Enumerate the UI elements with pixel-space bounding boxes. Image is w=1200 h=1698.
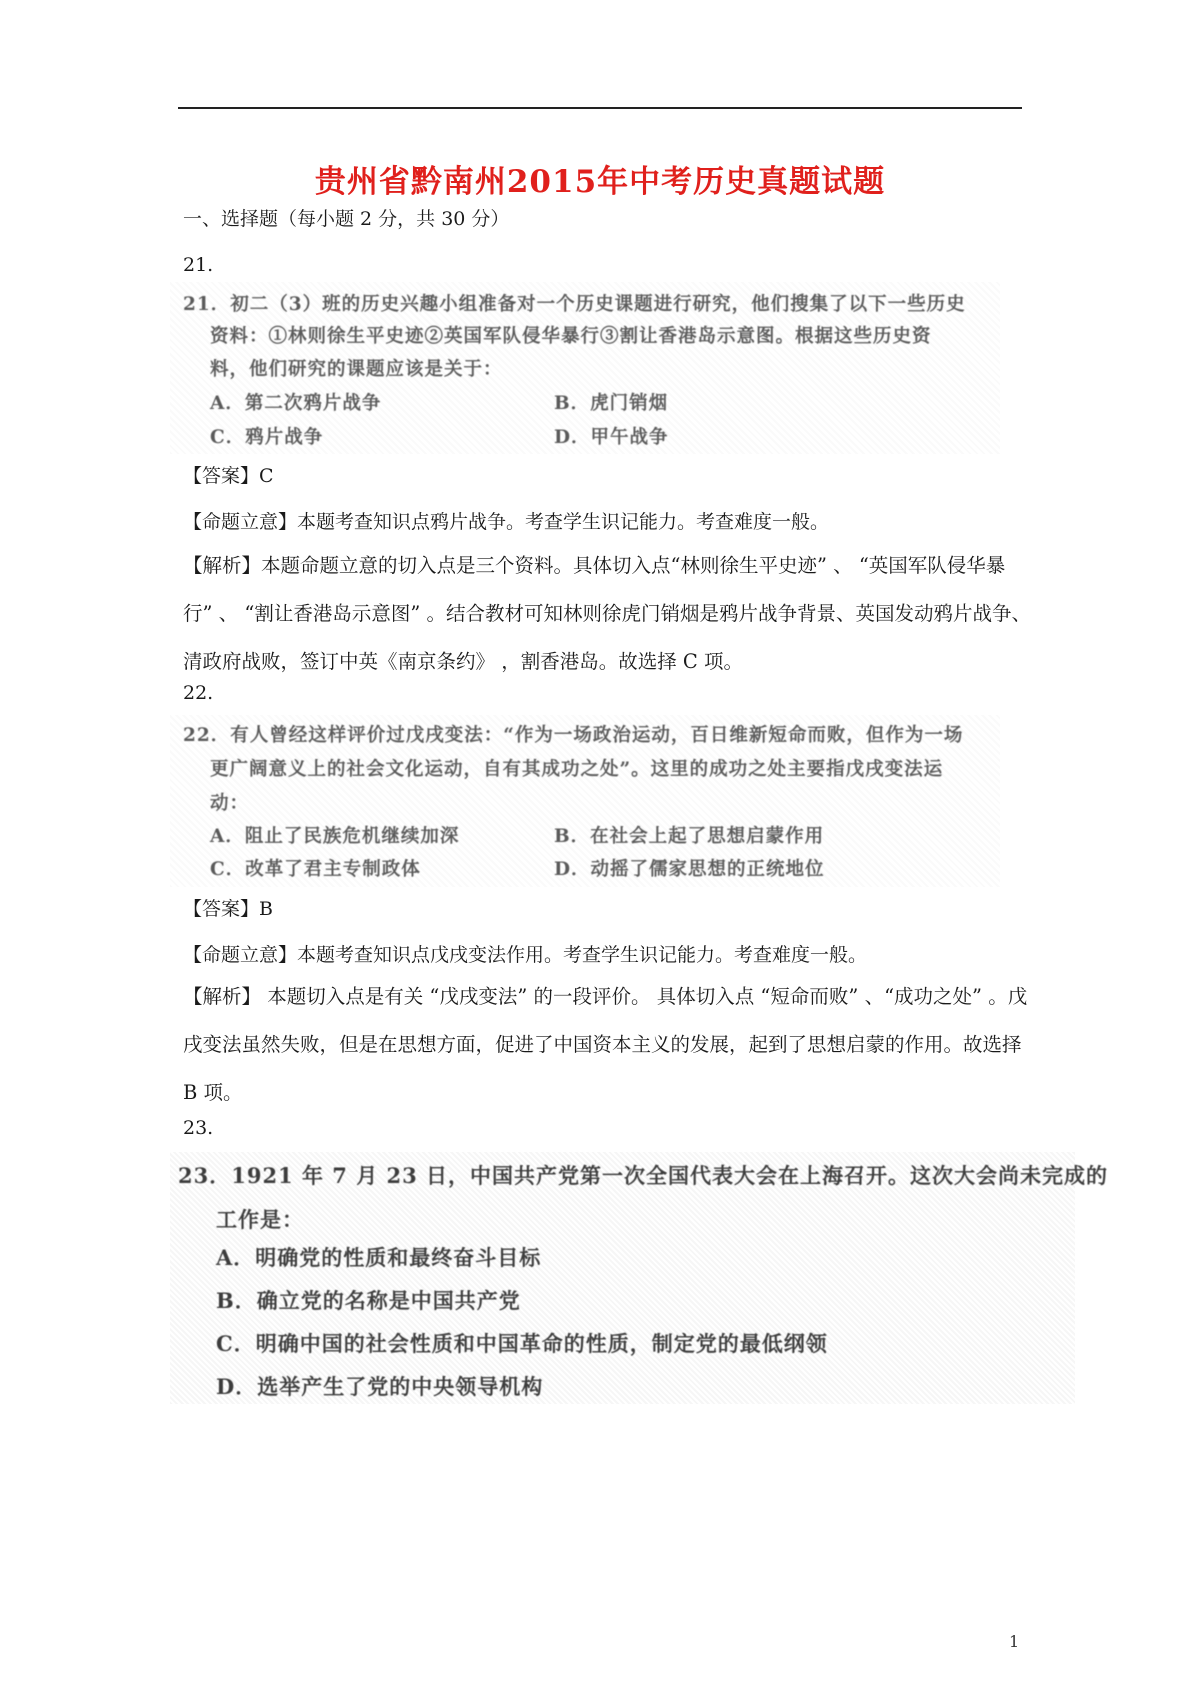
question-21-option-c: C．鸦片战争 — [210, 427, 324, 448]
question-21-line-1: 21．初二（3）班的历史兴趣小组准备对一个历史课题进行研究，他们搜集了以下一些历史 — [183, 294, 966, 315]
question-22-line-1: 22．有人曾经这样评价过戊戌变法：“作为一场政治运动，百日维新短命而败，但作为一场 — [183, 725, 964, 746]
scanned-question-21 — [170, 282, 1000, 454]
analysis-22: 【解析】 本题切入点是有关 “戊戌变法” 的一段评价。 具体切入点 “短命而败” 、“成功之处” 。戊戌变法虽然失败，但是在思想方面，促进了中国资本主义的发展，起到了思想启蒙的作用。故选择 B 项。 — [183, 985, 1028, 1104]
answer-22: 【答案】B — [183, 898, 273, 920]
question-21-line-3: 料，他们研究的课题应该是关于： — [210, 359, 503, 380]
scanned-question-23 — [170, 1152, 1109, 1404]
question-23-line-2: 工作是： — [216, 1207, 304, 1232]
header-rule — [178, 107, 1022, 109]
intent-22: 【命题立意】本题考查知识点戊戌变法作用。考查学生识记能力。考查难度一般。 — [183, 944, 868, 966]
question-number-22: 22. — [183, 682, 214, 704]
question-23-option-b: B．确立党的名称是中国共产党 — [216, 1288, 521, 1313]
scanned-question-22 — [170, 715, 1000, 887]
analysis-21: 【解析】本题命题立意的切入点是三个资料。具体切入点“林则徐生平史迹” 、 “英国军队侵华暴行” 、 “割让香港岛示意图” 。结合教材可知林则徐虎门销烟是鸦片战争背景、英国发动鸦片战争、清政府战败，签订中英《南京条约》 ，割香港岛。故选择 C 项。 — [183, 554, 1032, 673]
question-number-21: 21. — [183, 254, 214, 276]
question-22-option-a: A．阻止了民族危机继续加深 — [210, 826, 460, 847]
question-22-line-2: 更广阔意义上的社会文化运动，自有其成功之处”。这里的成功之处主要指戊戌变法运 — [210, 759, 944, 780]
question-21-line-2: 资料：①林则徐生平史迹②英国军队侵华暴行③割让香港岛示意图。根据这些历史资 — [210, 326, 932, 347]
question-22-line-3: 动： — [210, 793, 250, 814]
section-heading: 一、选择题（每小题 2 分，共 30 分） — [183, 208, 510, 230]
question-23-option-d: D．选举产生了党的中央领导机构 — [216, 1374, 544, 1399]
question-21-option-b: B．虎门销烟 — [554, 393, 669, 414]
question-21-option-d: D．甲午战争 — [554, 427, 669, 448]
question-number-23: 23. — [183, 1117, 214, 1139]
question-22-option-d: D．动摇了儒家思想的正统地位 — [554, 859, 825, 880]
question-22-option-c: C．改革了君主专制政体 — [210, 859, 421, 880]
page-number: 1 — [1009, 1632, 1020, 1651]
question-22-option-b: B．在社会上起了思想启蒙作用 — [554, 826, 825, 847]
question-23-line-1: 23．1921 年 7 月 23 日，中国共产党第一次全国代表大会在上海召开。这次大会尚未完成的 — [178, 1163, 1109, 1188]
page-title: 贵州省黔南州2015年中考历史真题试题 — [314, 164, 886, 200]
question-21-option-a: A．第二次鸦片战争 — [210, 393, 382, 414]
answer-21: 【答案】C — [183, 465, 274, 487]
question-23-option-a: A．明确党的性质和最终奋斗目标 — [216, 1245, 542, 1270]
question-23-option-c: C．明确中国的社会性质和中国革命的性质，制定党的最低纲领 — [216, 1331, 828, 1356]
intent-21: 【命题立意】本题考查知识点鸦片战争。考查学生识记能力。考查难度一般。 — [183, 511, 830, 533]
